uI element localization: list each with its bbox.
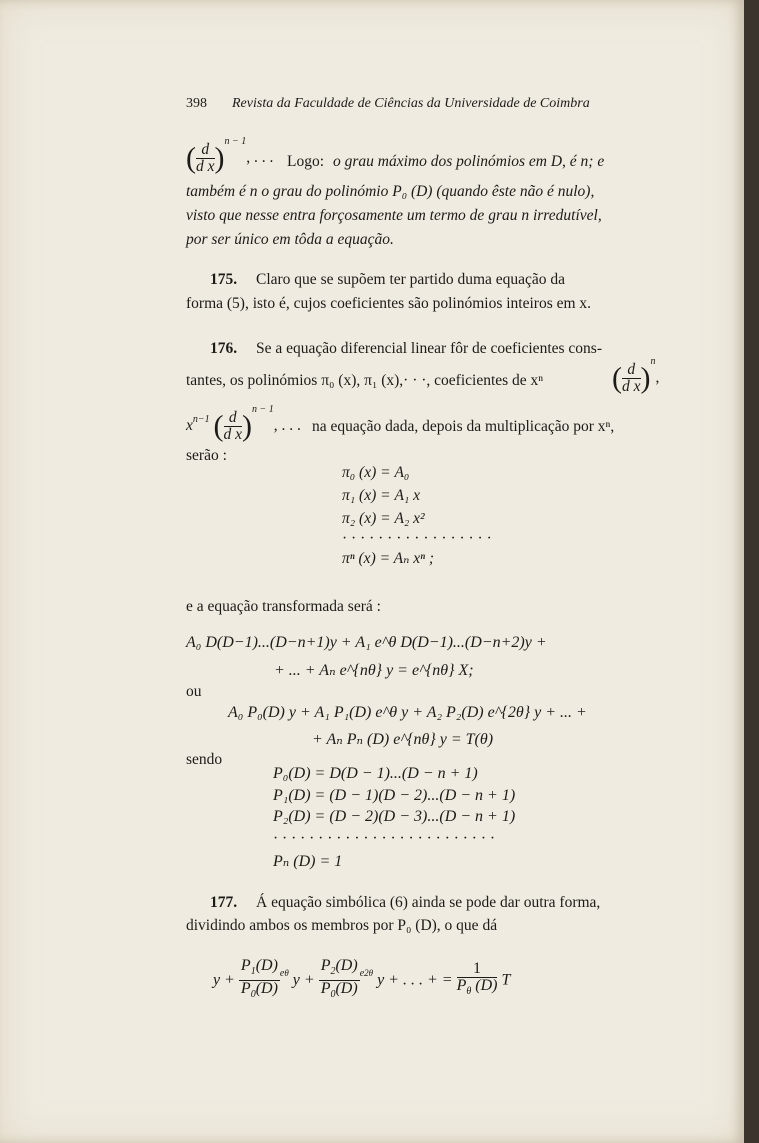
polynomial-dots: · · · · · · · · · · · · · · · · · · · · · · · · · xyxy=(273,830,496,847)
intro-logo-label: Logo: xyxy=(287,153,325,170)
polynomial-p2: P₂(D) = (D − 2)(D − 3)...(D − n + 1) xyxy=(273,808,516,825)
intro-line-4: por ser único em tôda a equação. xyxy=(186,231,394,248)
equation-pi-n: πⁿ (x) = Aₙ xⁿ ; xyxy=(342,550,435,567)
section-177-line-2: dividindo ambos os membros por P₀ (D), o que dá xyxy=(186,917,498,934)
section-176-line-3: na equação dada, depois da multiplicação por xⁿ, xyxy=(312,418,615,435)
polynomial-p0: P₀(D) = D(D − 1)...(D − n + 1) xyxy=(273,765,478,782)
transform-label: e a equação transformada será : xyxy=(186,598,381,615)
intro-line-3: visto que nesse entra forçosamente um termo de grau n irredutível, xyxy=(186,207,602,224)
alternative-equation-line-2: + Aₙ Pₙ (D) e^{nθ} y = T(θ) xyxy=(312,731,494,748)
equation-pi-0: π₀ (x) = A₀ xyxy=(342,464,410,481)
intro-line-1: o grau máximo dos polinómios em D, é n; e xyxy=(333,153,605,170)
section-177-line-1: Á equação simbólica (6) ainda se pode dar outra forma, xyxy=(256,894,601,911)
equation-pi-2: π₂ (x) = A₂ x² xyxy=(342,510,425,527)
section-175-number: 175. xyxy=(210,271,238,288)
sendo-label: sendo xyxy=(186,751,223,768)
page-number: 398 xyxy=(186,96,207,111)
polynomial-p1: P₁(D) = (D − 1)(D − 2)...(D − n + 1) xyxy=(273,787,516,804)
intro-line-2: também é n o grau do polinómio P₀ (D) (quando êste não é nulo), xyxy=(186,183,595,200)
ou-label: ou xyxy=(186,683,202,700)
section-175-line-2: forma (5), isto é, cujos coeficientes são polinómios inteiros em x. xyxy=(186,295,592,312)
section-177-number: 177. xyxy=(210,894,238,911)
equation-dots: · · · · · · · · · · · · · · · · · xyxy=(342,530,492,547)
transformed-equation-line-1: A₀ D(D−1)...(D−n+1)y + A₁ e^θ D(D−1)...(D−n+2)y + xyxy=(186,634,547,651)
polynomial-pn: Pₙ (D) = 1 xyxy=(273,853,343,870)
alternative-equation-line-1: A₀ P₀(D) y + A₁ P₁(D) e^θ y + A₂ P₂(D) e^{2θ} y + ... + xyxy=(228,704,587,721)
page-edge xyxy=(744,0,759,1143)
section-176-line-4: serão : xyxy=(186,447,227,464)
equation-pi-1: π₁ (x) = A₁ x xyxy=(342,487,421,504)
final-equation: y + $\frac{P_1(D)}{P_0(D)}$ $^{e\theta}$ y + $\frac{P_2(D)}{P_0(D)}$ $^{e2\theta}$ y + . . . + = $\frac{1}{P_\theta (D)}$ T xyxy=(213,957,511,1000)
derivative-power-n: ( $\frac{d}{\text{d x}}$ )$^n$, xyxy=(612,356,660,395)
derivative-power-n-minus-1: $x^{n-1}$ ( $\frac{d}{\text{d x}}$ )$^{n - 1}$, . . . xyxy=(186,404,301,443)
transformed-equation-line-2: + ... + Aₙ e^{nθ} y = e^{nθ} X; xyxy=(274,662,474,679)
section-176-line-2: tantes, os polinómios π₀ (x), π₁ (x),· · ·, coeficientes de xⁿ xyxy=(186,372,544,389)
intro-derivative: ( $\frac{d}{\text{d x}}$ )$^{n - 1}$, . . . xyxy=(186,136,274,175)
section-176-line-1: Se a equação diferencial linear fôr de coeficientes cons- xyxy=(256,340,602,357)
section-175-line-1: Claro que se supõem ter partido duma equação da xyxy=(256,271,566,288)
running-title: Revista da Faculdade de Ciências da Universidade de Coimbra xyxy=(232,96,590,111)
section-176-number: 176. xyxy=(210,340,238,357)
